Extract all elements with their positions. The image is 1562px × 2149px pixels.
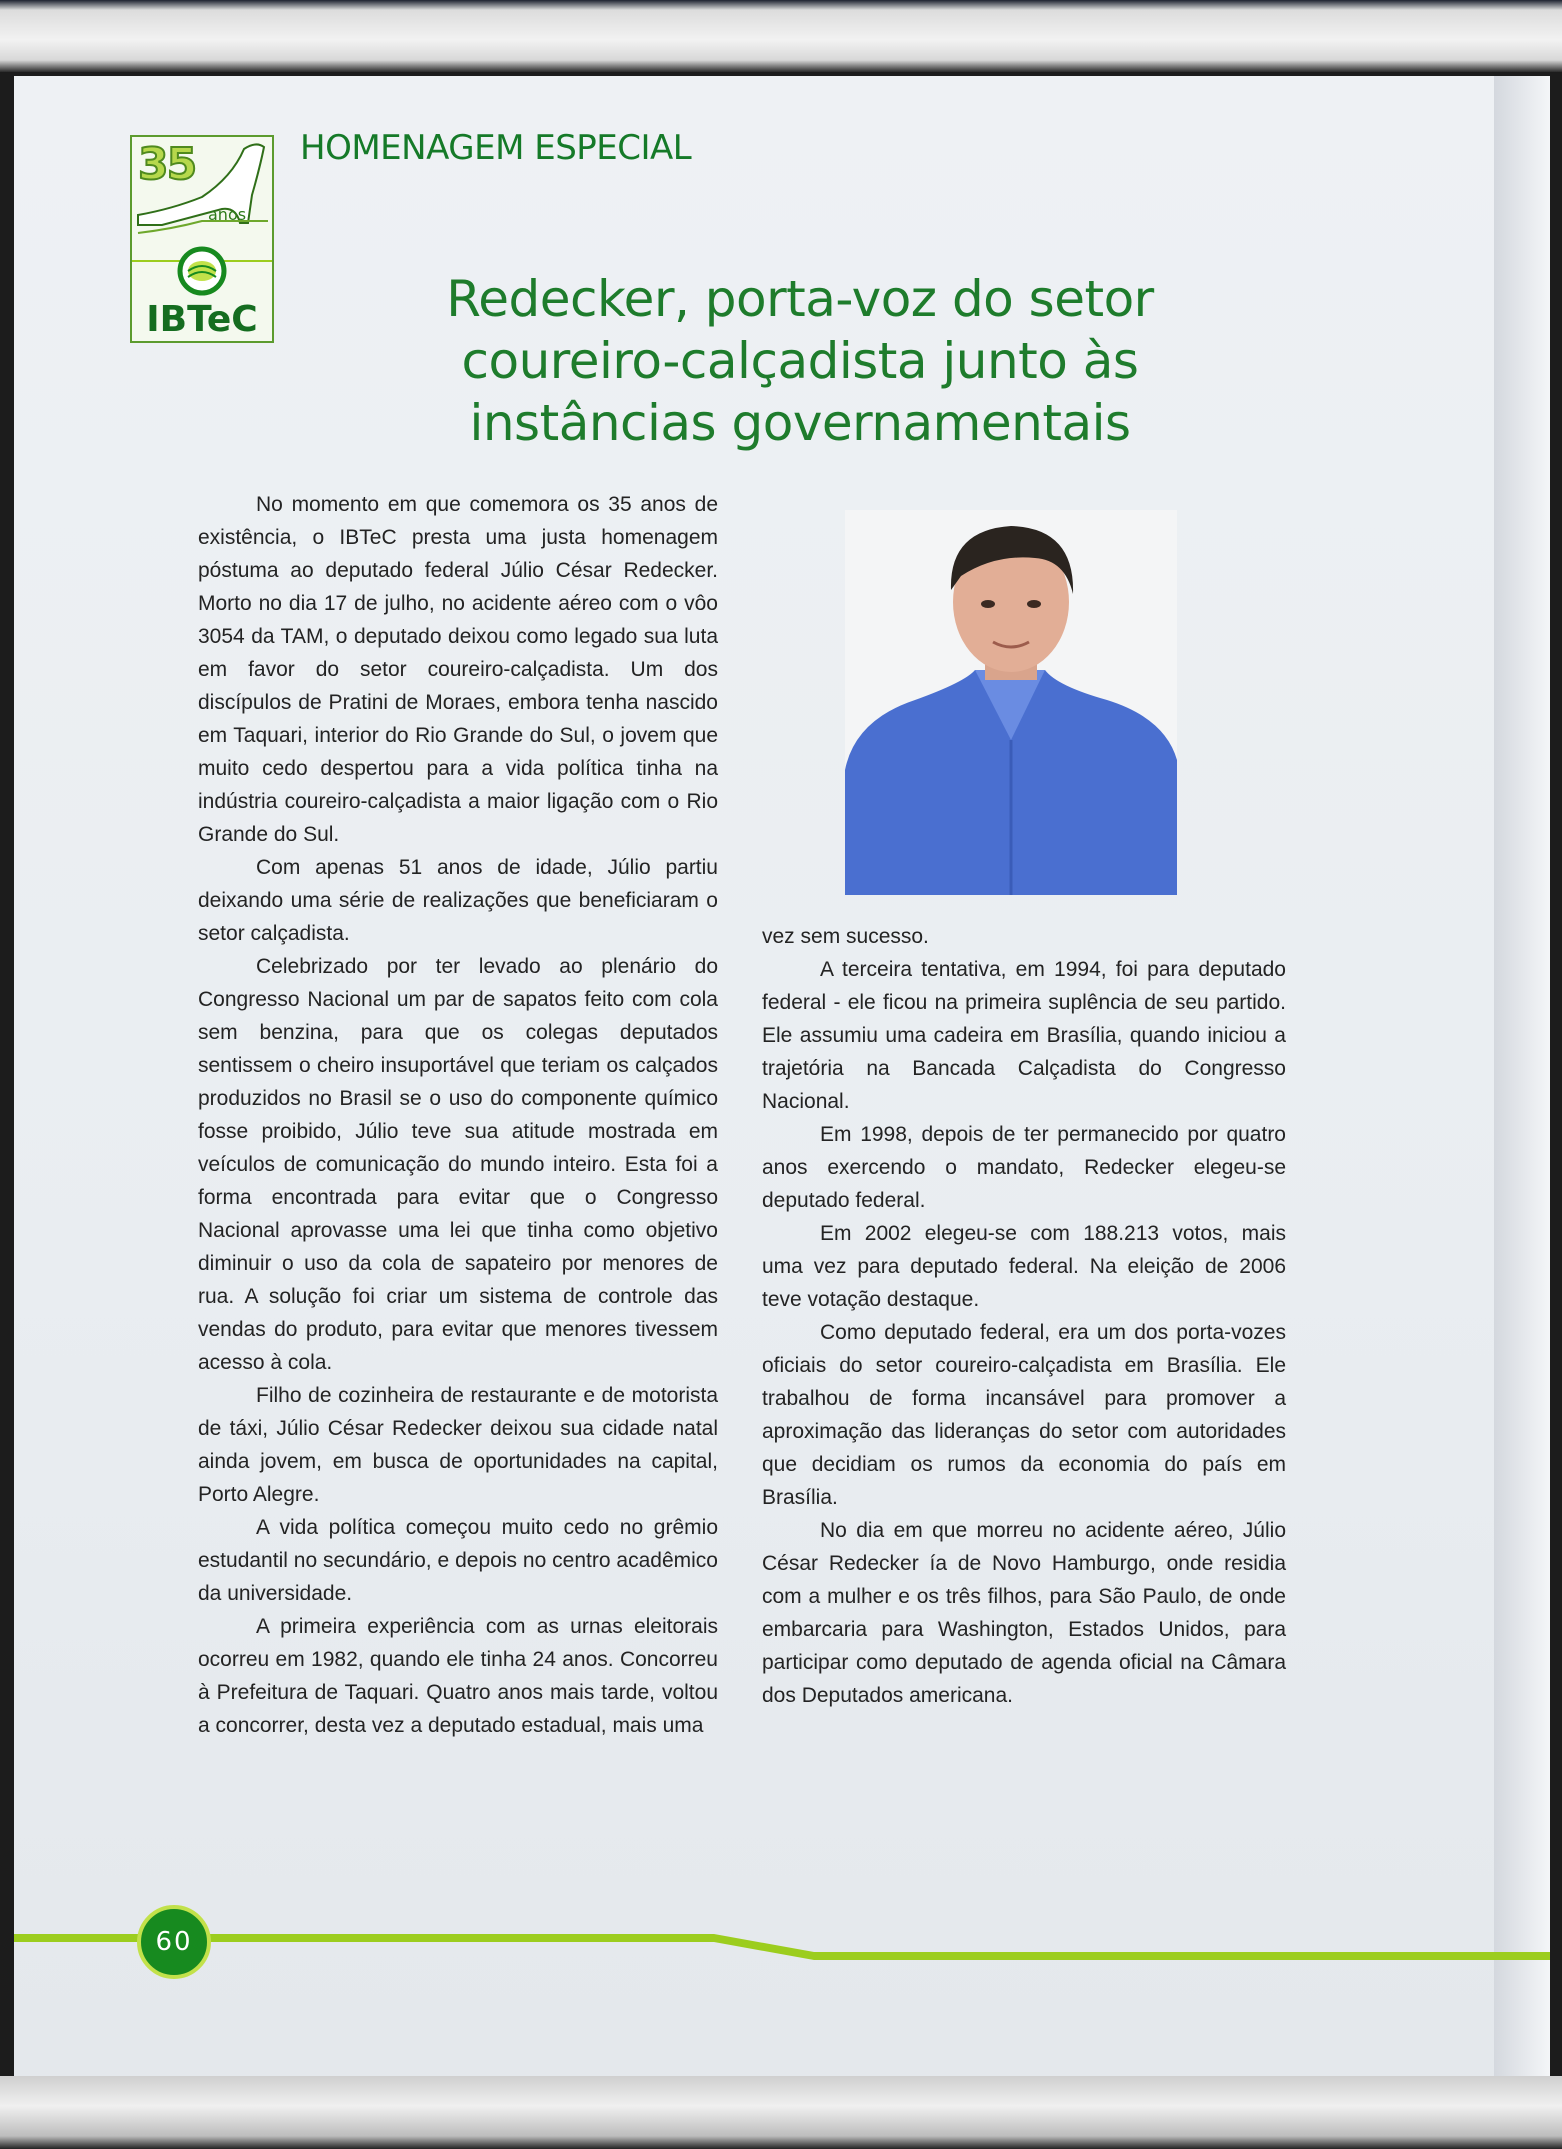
article-headline xyxy=(380,268,1220,454)
portrait-illustration xyxy=(845,510,1177,895)
scanner-bed-bottom xyxy=(0,2076,1562,2149)
section-label: HOMENAGEM ESPECIAL xyxy=(300,128,692,168)
page-edge-shadow xyxy=(1494,76,1550,2076)
headline-line-2: coureiro-calçadista junto às xyxy=(461,332,1139,390)
article-column-right xyxy=(762,920,1286,1712)
headline-line-3: instâncias governamentais xyxy=(469,394,1131,452)
article-paragraph: Com apenas 51 anos de idade, Júlio partiu deixando uma série de realizações que beneficiaram o setor calçadista. xyxy=(198,856,718,945)
headline-line-1: Redecker, porta-voz do setor xyxy=(446,270,1154,328)
article-paragraph: A vida política começou muito cedo no grêmio estudantil no secundário, e depois no centro acadêmico da universidade. xyxy=(198,1516,718,1605)
article-paragraph: Em 1998, depois de ter permanecido por quatro anos exercendo o mandato, Redecker elegeu-se deputado federal. xyxy=(762,1123,1286,1212)
anniversary-logo xyxy=(130,135,274,343)
portrait-photo xyxy=(845,510,1177,895)
article-paragraph: Em 2002 elegeu-se com 188.213 votos, mais uma vez para deputado federal. Na eleição de 2006 teve votação destaque. xyxy=(762,1222,1286,1311)
article-paragraph: No momento em que comemora os 35 anos de existência, o IBTeC presta uma justa homenagem póstuma ao deputado federal Júlio César Redecker. Morto no dia 17 de julho, no acidente aéreo com o vôo 3054 da TAM, o deputado deixou como legado sua luta em favor do setor coureiro-calçadista. Um dos discípulos de Pratini de Moraes, embora tenha nascido em Taquari, interior do Rio Grande do Sul, o jovem que muito cedo despertou para a vida política tinha na indústria coureiro-calçadista a maior ligação com o Rio Grande do Sul. xyxy=(198,493,718,846)
article-paragraph: A terceira tentativa, em 1994, foi para deputado federal - ele ficou na primeira suplência de seu partido. Ele assumiu uma cadeira em Brasília, quando iniciou a trajetória na Bancada Calçadista do Congresso Nacional. xyxy=(762,958,1286,1113)
footer-green-band xyxy=(14,1920,1550,1960)
logo-name: IBTeC xyxy=(146,299,258,340)
article-paragraph: No dia em que morreu no acidente aéreo, Júlio César Redecker ía de Novo Hamburgo, onde residia com a mulher e os três filhos, para São Paulo, de onde embarcaria para Washington, Estados Unidos, para participar como deputado de agenda oficial na Câmara dos Deputados americana. xyxy=(762,1519,1286,1707)
article-paragraph: Filho de cozinheira de restaurante e de motorista de táxi, Júlio César Redecker deixou sua cidade natal ainda jovem, em busca de oportunidades na capital, Porto Alegre. xyxy=(198,1384,718,1506)
logo-number: 35 xyxy=(138,139,196,190)
logo-sub: anos xyxy=(208,205,247,224)
page-number-badge: 60 xyxy=(137,1905,211,1979)
article-paragraph: A primeira experiência com as urnas eleitorais ocorreu em 1982, quando ele tinha 24 anos. Concorreu à Prefeitura de Taquari. Quatro anos mais tarde, voltou a concorrer, desta vez a deputado estadual, mais uma xyxy=(198,1615,718,1737)
scanner-bed-top xyxy=(0,0,1562,72)
article-paragraph: Como deputado federal, era um dos porta-vozes oficiais do setor coureiro-calçadista em Brasília. Ele trabalhou de forma incansável para promover a aproximação das lideranças do setor com autoridades que decidiam os rumos da economia do país em Brasília. xyxy=(762,1321,1286,1509)
article-column-left xyxy=(198,488,718,1742)
article-paragraph-continued: vez sem sucesso. xyxy=(762,925,929,948)
article-paragraph: Celebrizado por ter levado ao plenário do Congresso Nacional um par de sapatos feito com cola sem benzina, para que os colegas deputados sentissem o cheiro insuportável que teriam os calçados produzidos no Brasil se o uso do componente químico fosse proibido, Júlio teve sua atitude mostrada em veículos de comunicação do mundo inteiro. Esta foi a forma encontrada para evitar que o Congresso Nacional aprovasse uma lei que tinha como objetivo diminuir o uso da cola de sapateiro por menores de rua. A solução foi criar um sistema de controle das vendas do produto, para evitar que menores tivessem acesso à cola. xyxy=(198,955,718,1374)
